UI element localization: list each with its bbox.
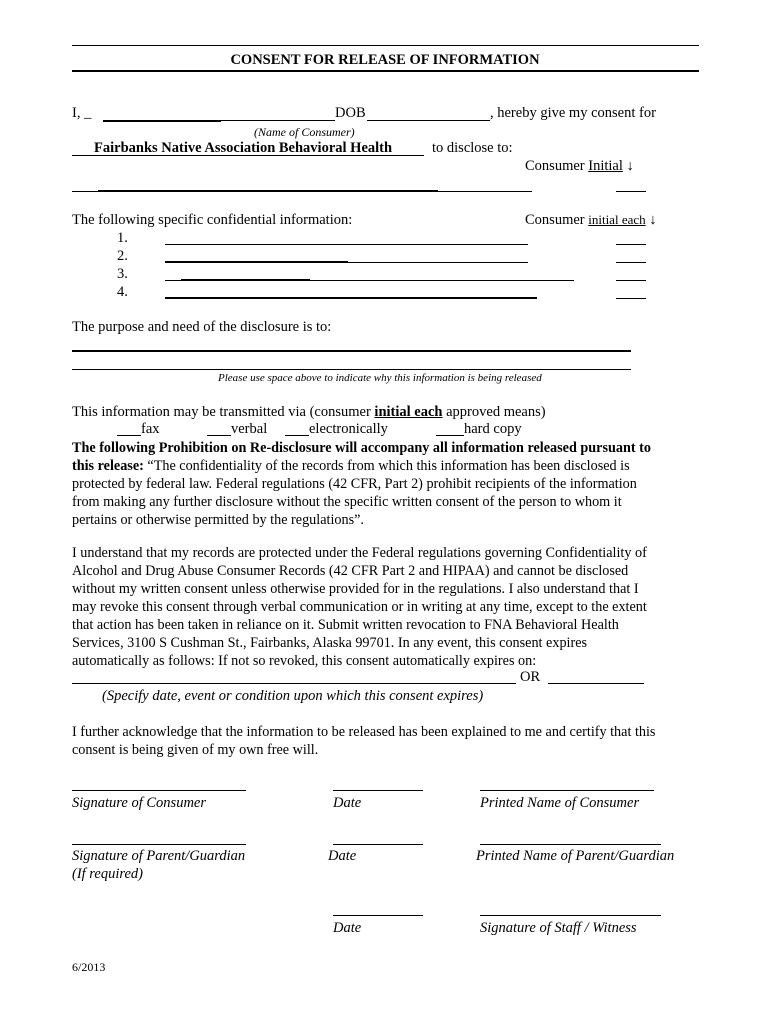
info-item-3-field[interactable]: [181, 279, 310, 281]
title-top-rule: [72, 45, 699, 46]
name-caption: (Name of Consumer): [254, 125, 355, 139]
dob-field[interactable]: [367, 120, 490, 121]
consumer-name-field-ext[interactable]: [221, 120, 335, 121]
info-item-3-number: 3.: [117, 266, 128, 282]
prohibition-line-4: pertains or otherwise permitted by the regulations”.: [72, 512, 364, 528]
consumer-initial-label: [525, 158, 634, 175]
option-electronically: electronically: [309, 421, 388, 437]
page-title: CONSENT FOR RELEASE OF INFORMATION: [230, 52, 540, 68]
verbal-initial-field[interactable]: [207, 435, 231, 436]
initial-each-prefix: Consumer: [525, 212, 585, 228]
electronic-initial-field[interactable]: [285, 435, 309, 436]
consumer-name-field[interactable]: [103, 120, 221, 122]
witness-date-field[interactable]: [333, 915, 423, 916]
or-label: OR: [520, 669, 541, 685]
title-bottom-rule: [72, 70, 699, 72]
recipient-field[interactable]: [98, 190, 438, 192]
guardian-printed-name-label: Printed Name of Parent/Guardian: [476, 848, 675, 864]
recipient-field-lead[interactable]: [72, 191, 98, 192]
info-item-3-field-lead[interactable]: [165, 280, 181, 281]
revision-date: 6/2013: [72, 960, 106, 974]
expiry-caption: (Specify date, event or condition upon which this consent expires): [102, 688, 484, 704]
prohibition-paragraph: [72, 439, 697, 529]
disclose-to-label: to disclose to:: [432, 140, 513, 156]
understand-line-6: Services, 3100 S Cushman St., Fairbanks, Alaska 99701. In any event, this consent expires: [72, 635, 588, 651]
recipient-initial-field[interactable]: [616, 191, 646, 192]
agency-underline: [94, 155, 424, 156]
info-item-2-number: 2.: [117, 248, 128, 264]
consumer-signature-label: Signature of Consumer: [72, 795, 206, 811]
understand-line-4: may revoke this consent through verbal communication or in writing at any time, except to the extent: [72, 599, 647, 615]
transmission-bold: initial each: [374, 404, 443, 420]
info-item-4-number: 4.: [117, 284, 128, 300]
acknowledge-line-1: I further acknowledge that the information to be released has been explained to me and certify that this: [72, 724, 656, 740]
guardian-signature-label: Signature of Parent/Guardian: [72, 848, 246, 864]
info-item-1-initial[interactable]: [616, 244, 646, 245]
option-hard-copy: hard copy: [464, 421, 522, 437]
consumer-signature-field[interactable]: [72, 790, 246, 791]
option-verbal: verbal: [231, 421, 268, 437]
consumer-printed-name-label: Printed Name of Consumer: [480, 795, 640, 811]
consumer-printed-name-field[interactable]: [480, 790, 654, 791]
info-item-3-initial[interactable]: [616, 280, 646, 281]
info-item-1-field[interactable]: [165, 244, 528, 245]
consumer-date-label: Date: [333, 795, 362, 811]
purpose-caption: Please use space above to indicate why this information is being released: [218, 372, 542, 384]
prohibition-lead: this release:: [72, 458, 144, 474]
transmission-text: [72, 404, 546, 421]
understand-line-3: without my written consent unless otherwise provided for in the regulations. I also understand that I: [72, 581, 639, 597]
fax-initial-field[interactable]: [117, 435, 141, 436]
consent-prefix: I, _: [72, 105, 92, 121]
expiry-date-field[interactable]: [548, 683, 644, 684]
hardcopy-initial-field[interactable]: [436, 435, 464, 436]
prohibition-line-3: from making any further disclosure without the specific written consent of the person to whom it: [72, 494, 622, 510]
info-item-1-number: 1.: [117, 230, 128, 246]
prohibition-line-1: “The confidentiality of the records from which this information has been disclosed is: [143, 458, 630, 474]
prohibition-heading: The following Prohibition on Re-disclosure will accompany all information released pursuant to: [72, 440, 651, 456]
dob-label: DOB: [335, 105, 366, 121]
info-heading: The following specific confidential information:: [72, 212, 353, 228]
understand-line-2: Alcohol and Drug Abuse Consumer Records (42 CFR Part 2 and HIPAA) and cannot be disclosed: [72, 563, 629, 579]
recipient-field-ext[interactable]: [438, 191, 532, 192]
understand-line-1: I understand that my records are protected under the Federal regulations governing Confidentiality of: [72, 545, 647, 561]
prohibition-line-2: protected by federal law. Federal regulations (42 CFR, Part 2) prohibit recipients of the information: [72, 476, 637, 492]
info-item-2-field-ext[interactable]: [348, 262, 528, 263]
agency-underline-lead: [72, 155, 94, 156]
info-item-4-field[interactable]: [165, 297, 537, 299]
consumer-initial-prefix: Consumer: [525, 158, 585, 174]
guardian-signature-field[interactable]: [72, 844, 246, 845]
understand-paragraph: [72, 544, 697, 670]
acknowledge-paragraph: [72, 723, 697, 759]
expiry-condition-field[interactable]: [72, 683, 516, 684]
down-arrow-icon: ↓: [626, 158, 634, 174]
purpose-label: The purpose and need of the disclosure is to:: [72, 319, 332, 335]
consumer-date-field[interactable]: [333, 790, 423, 791]
info-item-2-field[interactable]: [165, 261, 348, 263]
transmission-pre: This information may be transmitted via (consumer: [72, 404, 375, 420]
initial-each-label: [525, 212, 657, 229]
initial-each-word: initial each: [588, 212, 646, 227]
consumer-initial-word: Initial: [588, 158, 623, 174]
name-caption-text: Name of Consumer: [258, 125, 351, 139]
understand-line-5: that action has been taken in reliance on it. Submit written revocation to FNA Behavioral Health: [72, 617, 619, 633]
info-item-4-initial[interactable]: [616, 298, 646, 299]
guardian-printed-name-field[interactable]: [480, 844, 661, 845]
acknowledge-line-2: consent is being given of my own free will.: [72, 742, 319, 758]
info-item-2-initial[interactable]: [616, 262, 646, 263]
info-item-3-field-ext[interactable]: [310, 280, 574, 281]
guardian-date-field[interactable]: [333, 844, 423, 845]
agency-name: Fairbanks Native Association Behavioral Health: [94, 140, 393, 156]
transmission-post: approved means): [442, 404, 546, 420]
guardian-signature-note: (If required): [72, 866, 143, 882]
witness-date-label: Date: [333, 920, 362, 936]
witness-signature-label: Signature of Staff / Witness: [480, 920, 637, 936]
understand-line-7: automatically as follows: If not so revoked, this consent automatically expires on:: [72, 653, 537, 669]
purpose-field-1[interactable]: [72, 350, 631, 352]
purpose-field-2[interactable]: [72, 369, 631, 370]
option-fax: fax: [141, 421, 160, 437]
consent-suffix: , hereby give my consent for: [490, 105, 656, 121]
down-arrow-icon: ↓: [649, 212, 657, 228]
guardian-date-label: Date: [328, 848, 357, 864]
witness-signature-field[interactable]: [480, 915, 661, 916]
